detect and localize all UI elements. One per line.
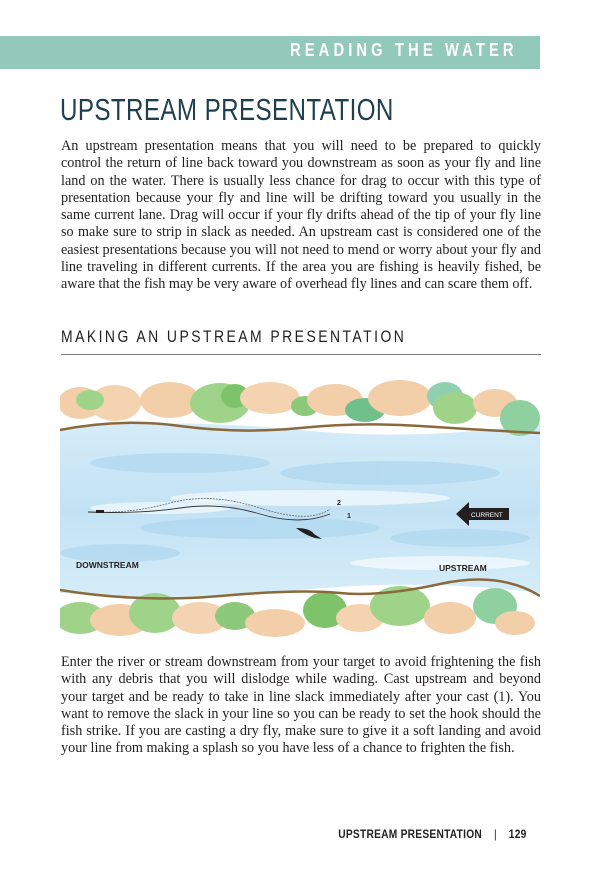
page-number: 129 xyxy=(509,827,527,841)
upstream-label: UPSTREAM xyxy=(439,563,487,573)
running-title: UPSTREAM PRESENTATION xyxy=(338,827,483,841)
chapter-header-band xyxy=(0,36,540,69)
current-label: CURRENT xyxy=(471,512,503,519)
subheading-rule xyxy=(61,354,541,355)
section-subheading: MAKING AN UPSTREAM PRESENTATION xyxy=(61,327,407,346)
page-title: UPSTREAM PRESENTATION xyxy=(60,92,394,127)
chapter-title: READING THE WATER xyxy=(290,40,518,60)
page-footer xyxy=(339,827,527,841)
river-illustration xyxy=(60,378,540,640)
body-paragraph: Enter the river or stream downstream from your target to avoid frightening the fish with any debris that you will dislodge while wading. Cast upstream and beyond your target and be ready to take in line slack immediately after your cast (1). You want to remove the slack in your line so you can be ready to set the hook should the fish strike. If you are casting a dry fly, make sure to give it a soft landing and avoid your line from making a splash so you have less of a chance to frighten the fish. xyxy=(61,654,541,757)
line-marker-1: 1 xyxy=(347,513,351,520)
line-marker-2: 2 xyxy=(337,500,341,507)
footer-separator: | xyxy=(494,827,498,841)
downstream-label: DOWNSTREAM xyxy=(76,560,139,570)
intro-paragraph: An upstream presentation means that you will need to be prepared to quickly control the return of line back toward you downstream as soon as your fly and line land on the water. There is usually less chance for drag to occur with this type of presentation because your fly and line will be drifting toward you usually in the same current lane. Drag will occur if your fly drifts ahead of the tip of your fly line so make sure to strip in slack as needed. An upstream cast is considered one of the easiest presentations because you will not need to mend or worry about your fly and line traveling in different currents. If the area you are fishing is heavily fished, be aware that the fish may be very aware of overhead fly lines and can scare them off. xyxy=(61,138,541,293)
rod-tip-marker xyxy=(96,510,104,513)
